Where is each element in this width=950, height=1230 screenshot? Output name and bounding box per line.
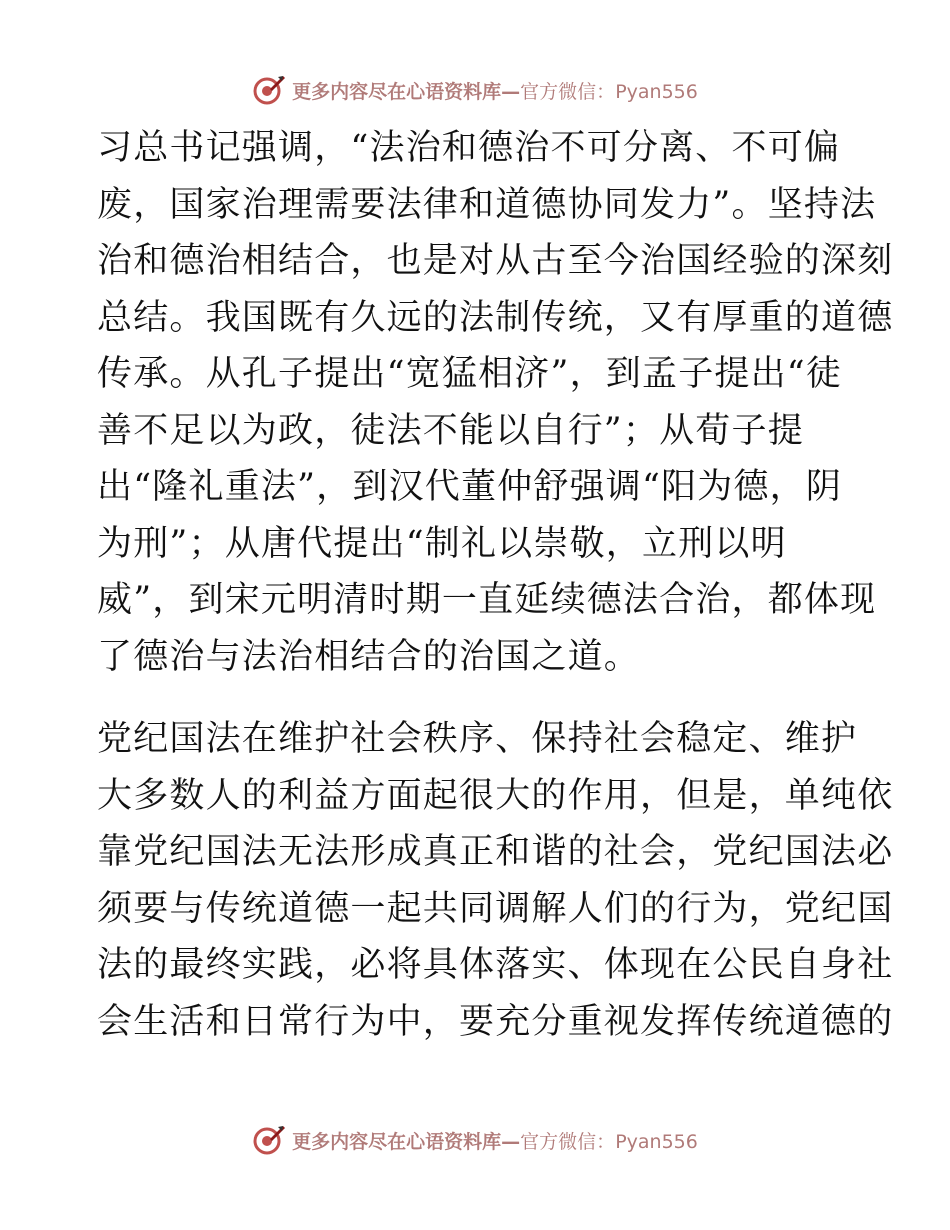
header-watermark-banner xyxy=(0,70,950,110)
text-line: 党纪国法在维护社会秩序、保持社会稳定、维护 xyxy=(97,719,858,759)
text-line: 总结。我国既有久远的法制传统，又有厚重的道德 xyxy=(97,297,894,338)
banner-wechat-id: Pyan556 xyxy=(615,1130,698,1153)
text-line: 为刑”；从唐代提出“制礼以崇敬，立刑以明 xyxy=(97,523,787,564)
paragraph-2 xyxy=(97,711,894,1050)
text-line: 出“隆礼重法”，到汉代董仲舒强调“阳为德，阴 xyxy=(97,467,843,507)
banner-separator: — xyxy=(501,80,521,103)
quill-seal-logo-icon xyxy=(252,1123,286,1157)
text-line: 习总书记强调，“法治和德治不可分离、不可偏 xyxy=(97,128,841,168)
footer-watermark-banner xyxy=(0,1120,950,1160)
text-line: 了德治与法治相结合的治国之道。 xyxy=(97,636,641,677)
banner-wechat-label: 官方微信： xyxy=(520,80,616,103)
text-line: 传承。从孔子提出“宽猛相济”，到孟子提出“徒 xyxy=(97,354,843,394)
text-line: 善不足以为政，徒法不能以自行”；从荀子提 xyxy=(97,410,804,451)
banner-main-text: 更多内容尽在心语资料库 xyxy=(292,1130,502,1153)
banner-separator: — xyxy=(501,1130,521,1153)
text-line: 治和德治相结合，也是对从古至今治国经验的深刻 xyxy=(97,241,894,281)
document-body xyxy=(97,120,894,1050)
text-line: 须要与传统道德一起共同调解人们的行为，党纪国 xyxy=(97,888,894,929)
text-line: 法的最终实践，必将具体落实、体现在公民自身社 xyxy=(97,945,894,985)
text-line: 大多数人的利益方面起很大的作用，但是，单纯依 xyxy=(97,775,894,816)
banner-main-text: 更多内容尽在心语资料库 xyxy=(292,80,502,103)
text-line: 威”，到宋元明清时期一直延续德法合治，都体现 xyxy=(97,580,877,620)
paragraph-gap xyxy=(97,685,857,711)
banner-wechat-label: 官方微信： xyxy=(520,1130,616,1153)
text-line: 会生活和日常行为中，要充分重视发挥传统道德的 xyxy=(97,1001,894,1042)
text-line: 靠党纪国法无法形成真正和谐的社会，党纪国法必 xyxy=(97,832,894,872)
quill-seal-logo-icon xyxy=(252,73,286,107)
text-line: 废，国家治理需要法律和道德协同发力”。坚持法 xyxy=(97,184,877,225)
paragraph-1 xyxy=(97,120,894,685)
banner-wechat-id: Pyan556 xyxy=(615,80,698,103)
